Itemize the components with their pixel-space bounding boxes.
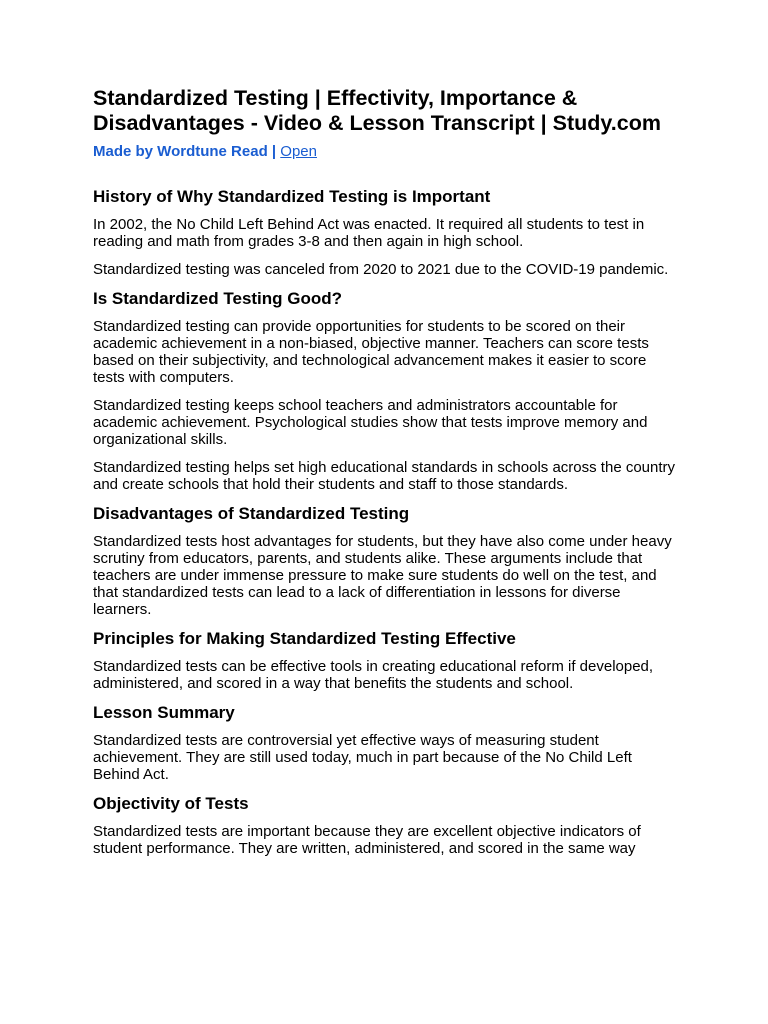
section-heading: Principles for Making Standardized Testing Effective: [93, 629, 516, 648]
section-heading: Disadvantages of Standardized Testing: [93, 504, 410, 523]
byline: [93, 143, 678, 161]
section-heading: Lesson Summary: [93, 703, 235, 722]
open-link[interactable]: Open: [280, 143, 317, 160]
paragraph: Standardized testing was canceled from 2020 to 2021 due to the COVID-19 pandemic.: [93, 261, 669, 278]
section-is-good: [93, 289, 678, 493]
section-disadvantages: [93, 504, 678, 618]
byline-label: Made by Wordtune Read |: [93, 143, 277, 160]
paragraph: Standardized testing helps set high educational standards in schools across the country and create schools that hold their students and staff to those standards.: [93, 459, 676, 493]
section-heading: Is Standardized Testing Good?: [93, 289, 343, 308]
section-heading: Objectivity of Tests: [93, 794, 249, 813]
section-lesson-summary: [93, 703, 678, 783]
section-objectivity: [93, 794, 678, 857]
section-history: [93, 187, 678, 278]
paragraph: Standardized tests can be effective tools in creating educational reform if developed, administered, and scored in a way that benefits the students and school.: [93, 658, 654, 692]
section-principles: [93, 629, 678, 692]
document-content: [93, 86, 678, 857]
page-title: Standardized Testing | Effectivity, Importance & Disadvantages - Video & Lesson Transcript | Study.com: [93, 86, 661, 135]
paragraph: Standardized testing keeps school teachers and administrators accountable for academic achievement. Psychological studies show that tests improve memory and organizational skills.: [93, 397, 648, 448]
paragraph: In 2002, the No Child Left Behind Act was enacted. It required all students to test in reading and math from grades 3-8 and then again in high school.: [93, 216, 645, 250]
paragraph: Standardized tests host advantages for students, but they have also come under heavy scrutiny from educators, parents, and students alike. These arguments include that teachers are under immense pressure to make sure students do well on the test, and that standardized tests can lead to a lack of differentiation in lessons for diverse learners.: [93, 533, 672, 618]
paragraph: Standardized testing can provide opportunities for students to be scored on their academic achievement in a non-biased, objective manner. Teachers can score tests based on their subjectivity, and technological advancement makes it easier to score tests with computers.: [93, 318, 649, 386]
section-heading: History of Why Standardized Testing is Important: [93, 187, 491, 206]
paragraph: Standardized tests are important because they are excellent objective indicators of student performance. They are written, administered, and scored in the same way: [93, 823, 641, 857]
paragraph: Standardized tests are controversial yet effective ways of measuring student achievement. They are still used today, much in part because of the No Child Left Behind Act.: [93, 732, 632, 783]
